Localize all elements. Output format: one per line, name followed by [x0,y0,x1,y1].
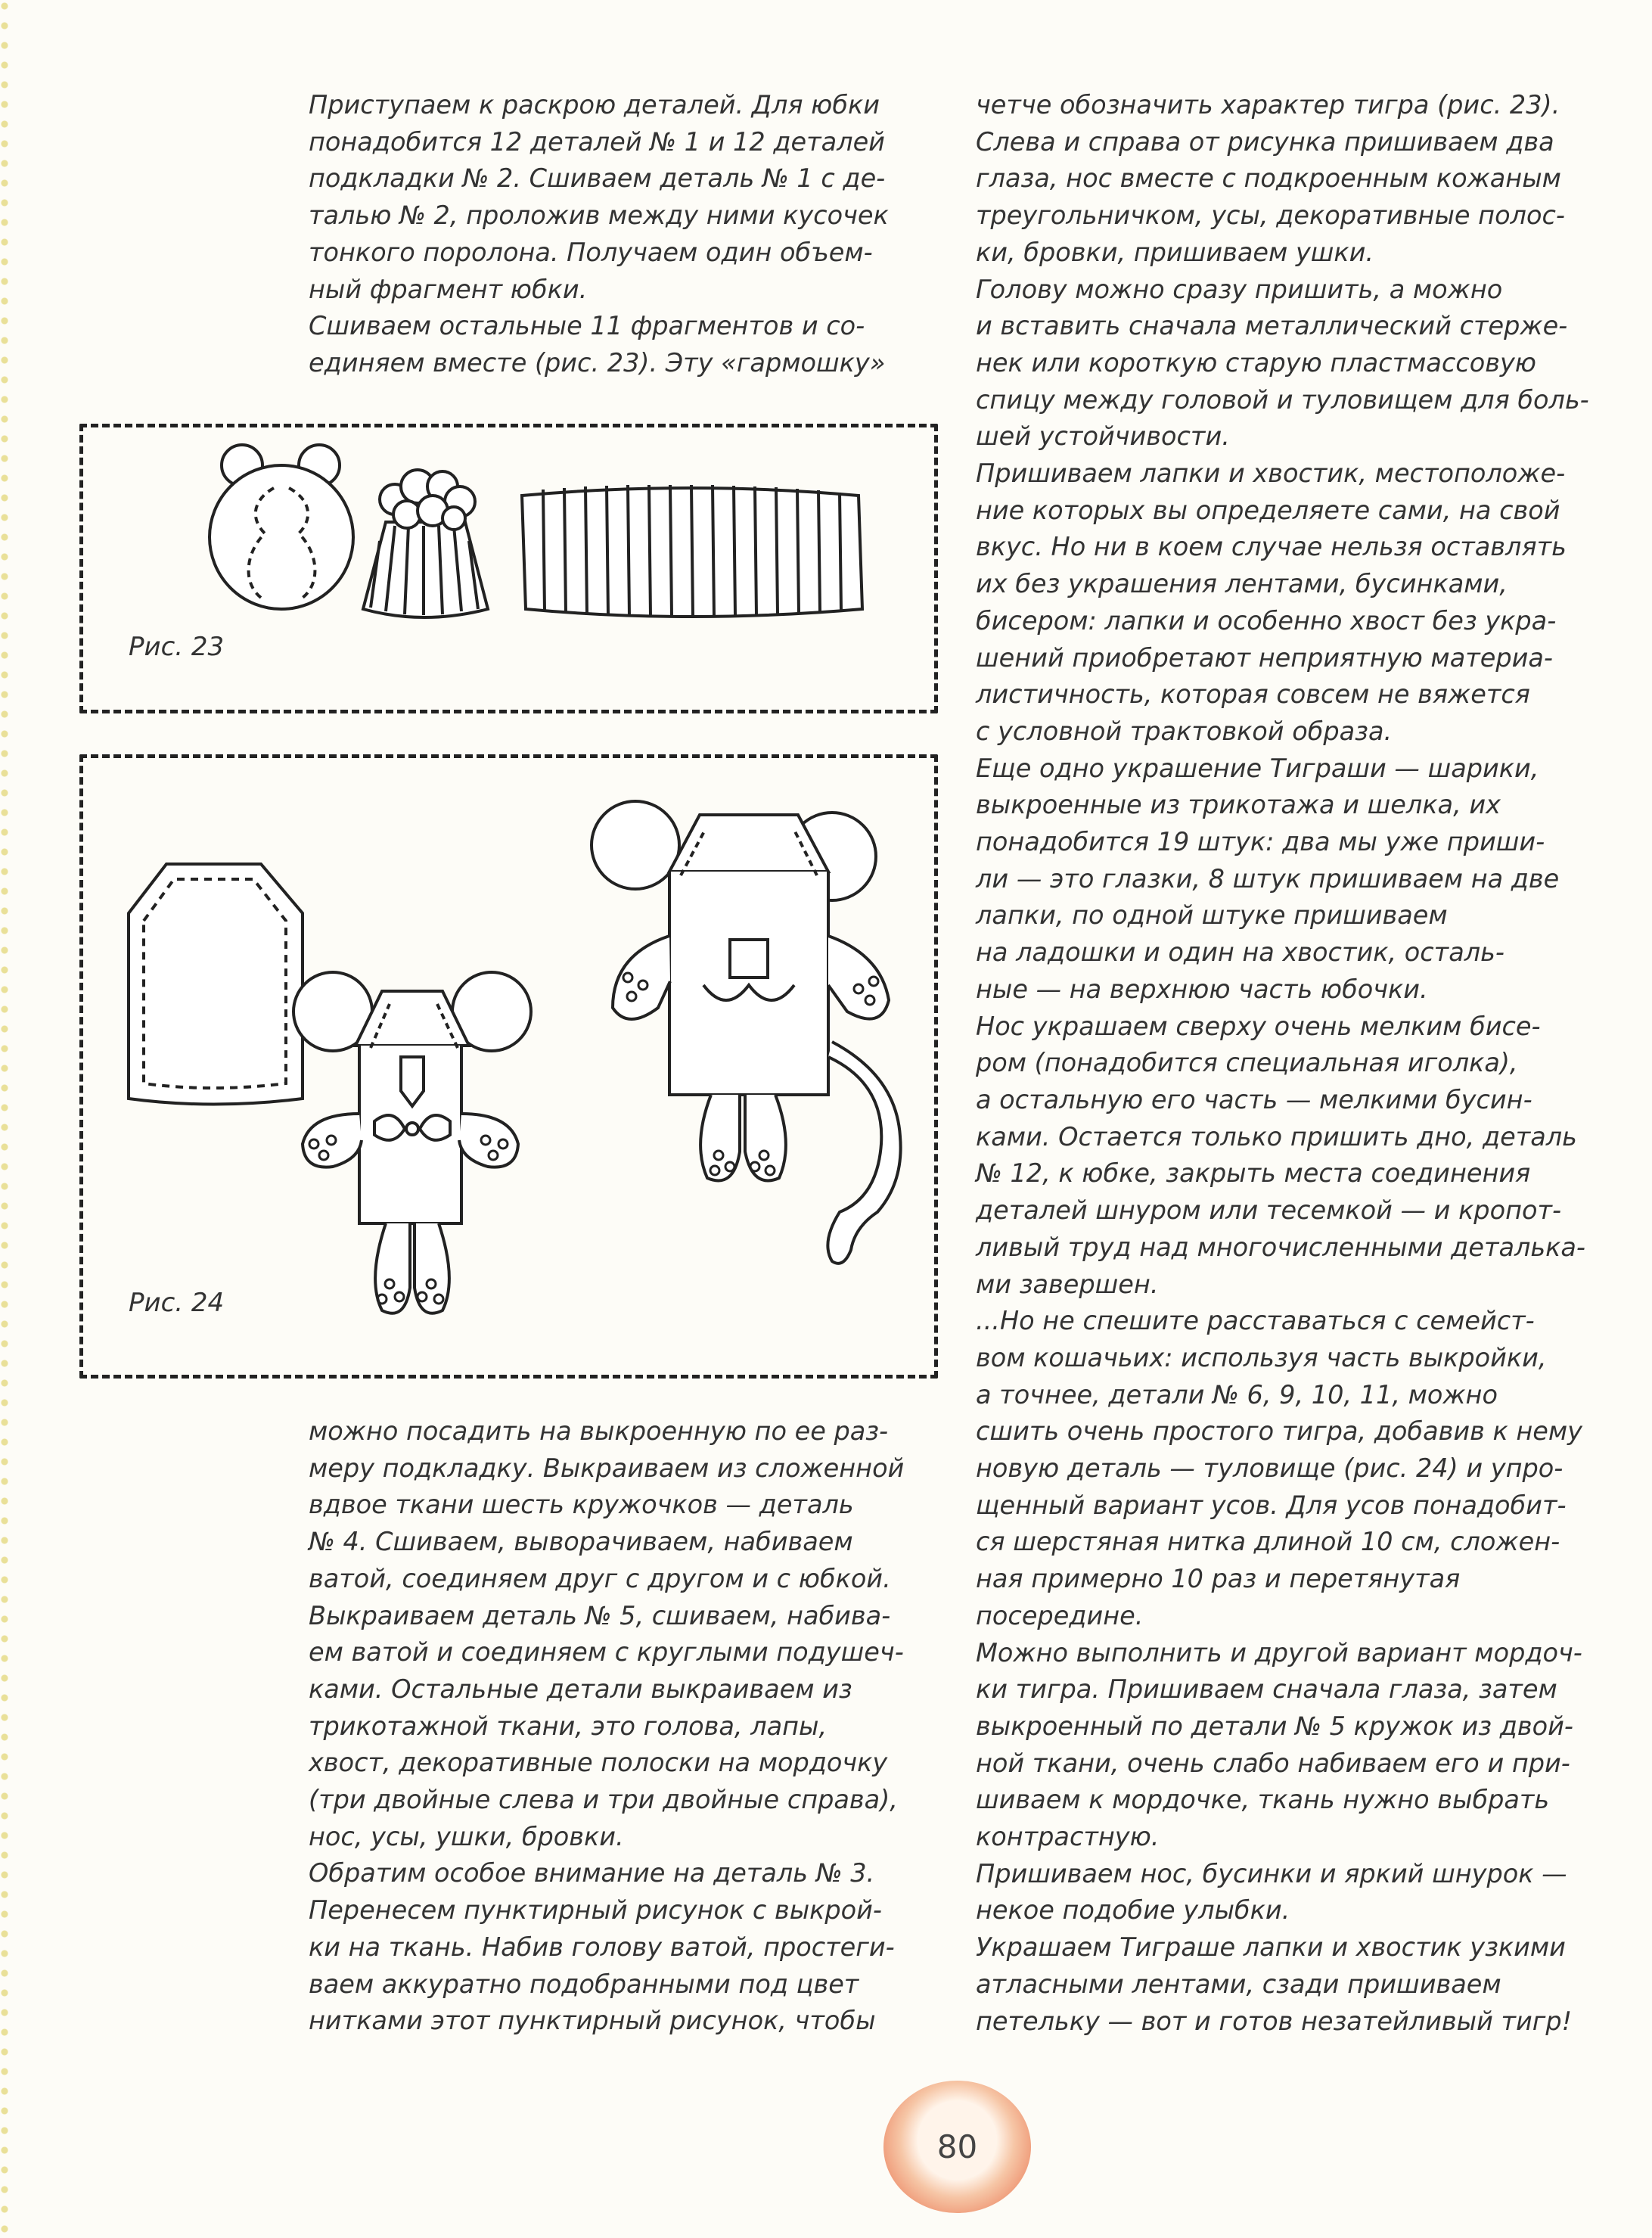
text-line: атласными лентами, сзади пришиваем [976,1969,1501,1999]
text-line: ватой, соединяем друг с другом и с юбкой. [309,1563,891,1593]
text-line: тонкого поролона. Получаем один объем- [309,237,873,267]
text-line: № 4. Сшиваем, выворачиваем, набиваем [309,1527,853,1557]
text-line: на ладошки и один на хвостик, осталь- [976,937,1504,968]
page-number-badge [883,2081,1031,2213]
figure-23-caption: Рис. 23 [129,632,225,662]
text-line: Еще одно украшение Тиграши — шарики, [976,753,1539,783]
paragraph [976,1009,1619,1304]
text-line: шей устойчивости. [976,421,1230,452]
text-line: ми завершен. [976,1269,1159,1299]
text-column-left-bottom [309,1413,929,2040]
text-line: некое подобие улыбки. [976,1895,1290,1926]
text-line: талью № 2, проложив между ними кусочек [309,200,889,231]
text-line: ной ткани, очень слабо набиваем его и при- [976,1748,1570,1778]
figure-24-caption: Рис. 24 [129,1288,225,1318]
text-line: Обратим особое внимание на деталь № 3. [309,1858,875,1888]
text-column-right [976,87,1619,2040]
text-line: № 12, к юбке, закрыть места соединения [976,1158,1531,1189]
paragraph [976,455,1619,751]
text-line: ками. Остальные детали выкраиваем из [309,1674,852,1704]
text-line: Можно выполнить и другой вариант мордоч- [976,1637,1582,1668]
text-line: ние которых вы определяете сами, на свой [976,495,1560,525]
text-line: подкладки № 2. Сшиваем деталь № 1 с де- [309,163,886,194]
text-line: щенный вариант усов. Для усов понадобит- [976,1490,1567,1520]
text-line: треугольничком, усы, декоративные полос- [976,200,1565,231]
paragraph [976,751,1619,1009]
text-line: ки тигра. Пришиваем сначала глаза, затем [976,1674,1557,1705]
text-line: (три двойные слева и три двойные справа), [309,1785,898,1815]
paragraph [309,308,929,381]
text-line: листичность, которая совсем не вяжется [976,679,1530,710]
text-line: вдвое ткани шесть кружочков — деталь [309,1490,854,1520]
text-line: выкроенный по детали № 5 кружок из двой- [976,1711,1573,1741]
text-line: вом кошачьих: используя часть выкройки, [976,1342,1547,1372]
text-line: Приступаем к раскрою деталей. Для юбки [309,90,880,120]
text-line: выкроенные из трикотажа и шелка, их [976,790,1501,820]
text-line: Нос украшаем сверху очень мелким бисе- [976,1011,1541,1041]
text-line: ками. Остается только пришить дно, деталь [976,1121,1577,1152]
paragraph [976,1856,1619,1929]
paragraph [309,1855,929,2040]
figure-23-frame [79,424,938,713]
text-line: ные — на верхнюю часть юбочки. [976,974,1428,1004]
paragraph [976,87,1619,272]
text-line: ки, бровки, пришиваем ушки. [976,237,1374,267]
text-line: ливый труд над многочисленными деталька- [976,1232,1585,1262]
paragraph [309,1413,929,1855]
text-line: ваем аккуратно подобранными под цвет [309,1969,859,1999]
text-line: ный фрагмент юбки. [309,274,588,304]
page-number: 80 [936,2128,978,2165]
text-line: Пришиваем нос, бусинки и яркий шнурок — [976,1858,1567,1888]
text-line: ем ватой и соединяем с круглыми подушеч- [309,1637,904,1668]
text-line: посередине. [976,1600,1144,1630]
text-line: меру подкладку. Выкраиваем из сложенной [309,1453,905,1483]
text-line: а остальную его часть — мелкими бусин- [976,1084,1532,1114]
text-line: контрастную. [976,1822,1160,1852]
text-line: бисером: лапки и особенно хвост без укра- [976,605,1557,636]
text-line: нос, усы, ушки, бровки. [309,1821,624,1851]
paragraph [309,87,929,308]
text-line: Слева и справа от рисунка пришиваем два [976,126,1554,157]
text-line: и вставить сначала металлический стержe- [976,311,1568,341]
text-line: нек или короткую старую пластмассовую [976,347,1536,378]
text-line: Украшаем Тиграше лапки и хвостик узкими [976,1932,1566,1963]
text-line: шений приобретают неприятную материа- [976,642,1554,673]
text-line: ром (понадобится специальная иголка), [976,1048,1518,1078]
text-line: можно посадить на выкроенную по ее раз- [309,1416,889,1446]
figure-24-frame [79,754,938,1379]
text-line: лапки, по одной штуке пришиваем [976,900,1448,931]
paragraph [976,1929,1619,2040]
text-line: единяем вместе (рис. 23). Эту «гармошку» [309,347,886,378]
text-line: Пришиваем лапки и хвостик, местоположе- [976,458,1566,489]
text-column-left-top [309,87,929,382]
text-line: их без украшения лентами, бусинками, [976,569,1508,599]
figure-23-illustration [83,427,934,710]
text-line: петельку — вот и готов незатейливый тигр! [976,2006,1573,2036]
text-line: ли — это глазки, 8 штук пришиваем на две [976,863,1560,894]
figure-24-illustration [83,758,934,1375]
paragraph [976,1303,1619,1634]
text-line: ...Но не спешите расставаться с семейст- [976,1306,1535,1336]
text-line: шиваем к мордочке, ткань нужно выбрать [976,1785,1550,1815]
text-line: глаза, нос вместе с подкроенным кожаным [976,163,1561,194]
text-line: спицу между головой и туловищем для боль- [976,384,1589,415]
text-line: понадобится 12 деталей № 1 и 12 деталей [309,126,885,157]
text-line: четче обозначить характер тигра (рис. 23). [976,90,1560,120]
text-line: с условной трактовкой образа. [976,716,1393,746]
text-line: ся шерстяная нитка длиной 10 см, сложен- [976,1527,1560,1557]
paragraph [976,1635,1619,1856]
text-line: трикотажной ткани, это голова, лапы, [309,1711,828,1741]
page-edge-decoration [0,0,17,2238]
text-line: Выкраиваем деталь № 5, сшиваем, набива- [309,1600,891,1630]
text-line: деталей шнуром или тесемкой — и кропот- [976,1195,1562,1226]
text-line: сшить очень простого тигра, добавив к нему [976,1416,1583,1447]
paragraph [976,272,1619,456]
text-line: Голову можно сразу пришить, а можно [976,274,1503,304]
text-line: ная примерно 10 раз и перетянутая [976,1564,1461,1594]
text-line: хвост, декоративные полоски на мордочку [309,1748,888,1778]
text-line: Перенесем пунктирный рисунок с выкрой- [309,1895,883,1926]
text-line: а точнее, детали № 6, 9, 10, 11, можно [976,1379,1498,1410]
text-line: новую деталь — туловище (рис. 24) и упро- [976,1453,1564,1484]
text-line: ки на ткань. Набив голову ватой, простеги- [309,1932,895,1962]
text-line: Сшиваем остальные 11 фрагментов и со- [309,311,865,341]
text-line: нитками этот пунктирный рисунок, чтобы [309,2006,876,2036]
text-line: понадобится 19 штук: два мы уже приши- [976,827,1545,857]
text-line: вкус. Но ни в коем случае нельзя оставлять [976,532,1567,562]
